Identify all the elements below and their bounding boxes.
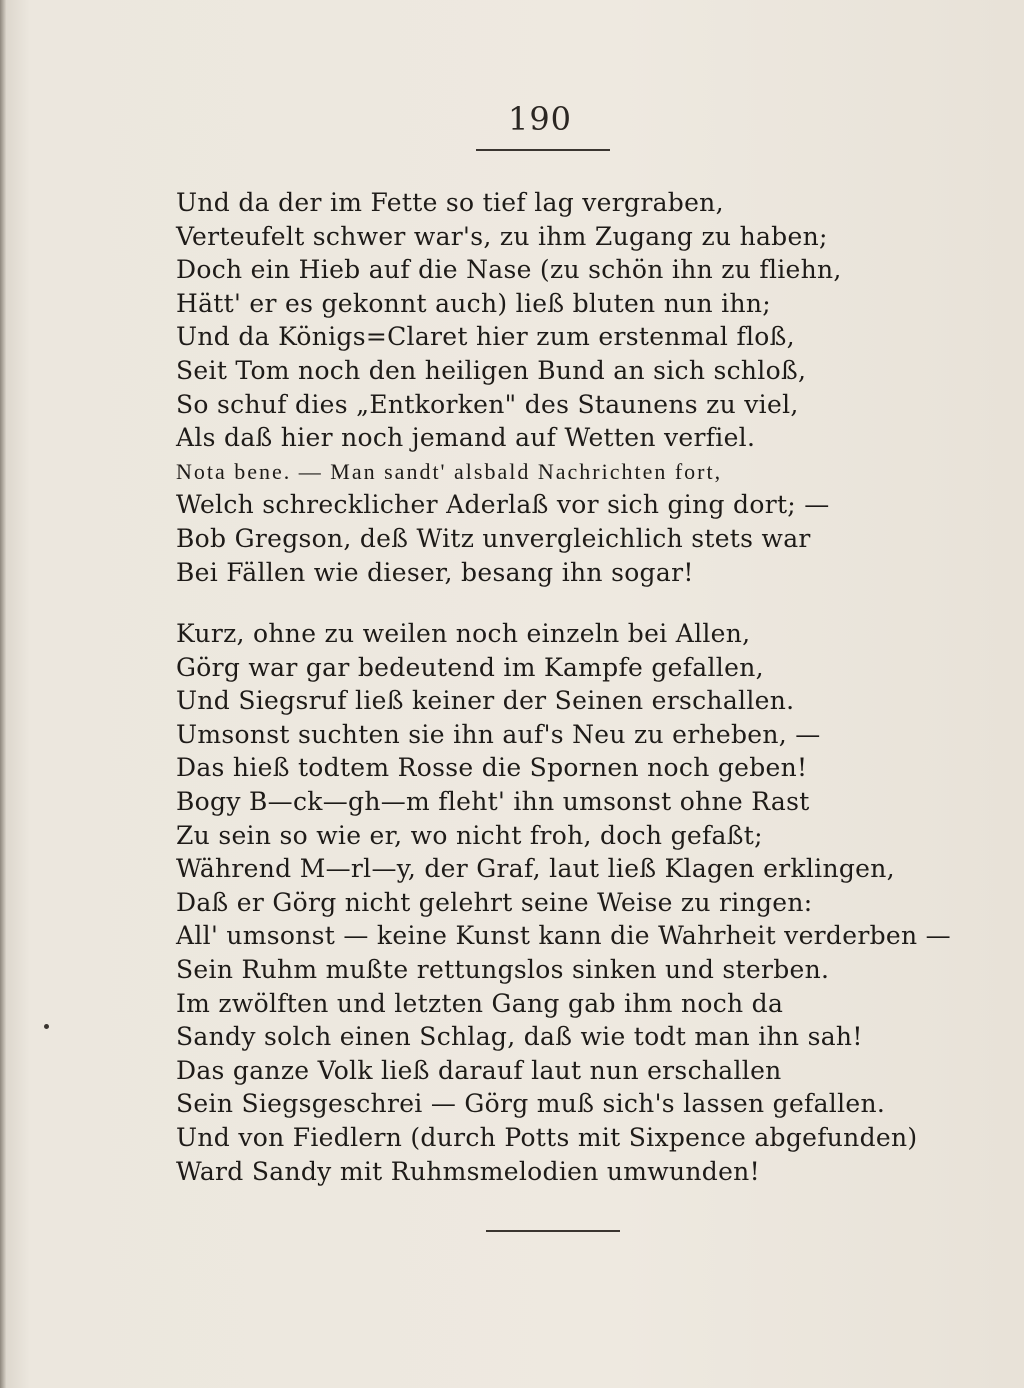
verse-line: Bei Fällen wie dieser, besang ihn sogar! [176,557,694,587]
verse-line: Verteufelt schwer war's, zu ihm Zugang zu haben; [176,221,828,251]
verse-line: Und da der im Fette so tief lag vergraben, [176,188,724,217]
verse-line: Doch ein Hieb auf die Nase (zu schön ihn zu fliehn, [176,255,842,285]
verse-line: Ward Sandy mit Ruhmsmelodien umwunden! [176,1156,760,1186]
verse-line: Sandy solch einen Schlag, daß wie todt man ihn sah! [176,1022,863,1052]
verse-line: Sein Ruhm mußte rettungslos sinken und sterben. [176,954,830,984]
verse-line: Und da Königs=Claret hier zum erstenmal floß, [176,322,795,352]
stanza-2 [176,617,951,1188]
stanza-1 [176,186,936,589]
verse-line: Als daß hier noch jemand auf Wetten verfiel. [176,423,756,453]
verse-line: Und Siegsruf ließ keiner der Seinen erschallen. [176,686,795,716]
verse-line: Daß er Görg nicht gelehrt seine Weise zu ringen: [176,887,813,917]
verse-line: Das hieß todtem Rosse die Spornen noch geben! [176,753,808,783]
verse-line: Seit Tom noch den heiligen Bund an sich schloß, [176,355,807,385]
verse-line: Görg war gar bedeutend im Kampfe gefallen, [176,652,764,682]
page-number: 190 [507,100,573,138]
top-rule [476,149,610,151]
verse-line: Im zwölften und letzten Gang gab ihm noch da [176,988,784,1018]
verse-line: All' umsonst — keine Kunst kann die Wahrheit verderben — [176,921,951,951]
verse-line: Bob Gregson, deß Witz unvergleichlich stets war [176,523,811,553]
verse-line: Umsonst suchten sie ihn auf's Neu zu erheben, — [176,719,821,749]
verse-line: Kurz, ohne zu weilen noch einzeln bei Allen, [176,619,751,648]
ink-speck [44,1024,49,1029]
verse-line: Hätt' er es gekonnt auch) ließ bluten nun ihn; [176,288,771,318]
verse-line: Sein Siegsgeschrei — Görg muß sich's lassen gefallen. [176,1089,886,1119]
verse-line: Bogy B—ck—gh—m fleht' ihn umsonst ohne Rast [176,786,810,816]
verse-line: Nota bene. — Man sandt' alsbald Nachrichten fort, [176,458,723,484]
verse-line: Während M—rl—y, der Graf, laut ließ Klagen erklingen, [176,854,895,884]
verse-line: Das ganze Volk ließ darauf laut nun erschallen [176,1055,782,1085]
bottom-rule [486,1230,620,1232]
verse-line: Zu sein so wie er, wo nicht froh, doch gefaßt; [176,820,763,850]
verse-line: Und von Fiedlern (durch Potts mit Sixpence abgefunden) [176,1122,918,1152]
verse-line: Welch schrecklicher Aderlaß vor sich ging dort; — [176,490,830,520]
page-binding-edge [0,0,6,1388]
verse-line: So schuf dies „Entkorken" des Staunens zu viel, [176,389,799,419]
